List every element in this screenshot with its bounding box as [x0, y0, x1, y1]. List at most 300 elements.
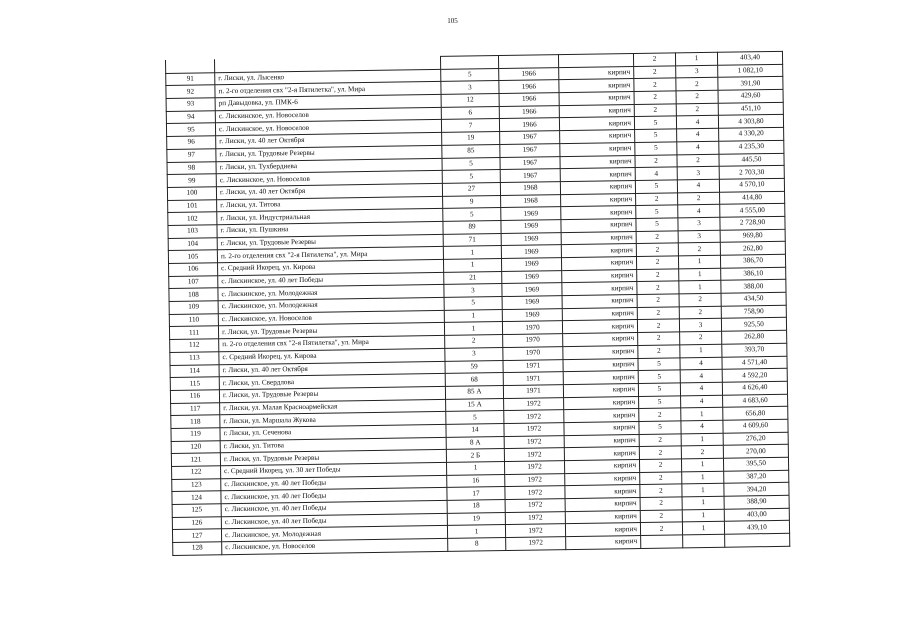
house-number-cell: 2 [445, 335, 503, 349]
year-built-cell: 1970 [503, 334, 563, 348]
area-cell: 1 082,10 [718, 64, 783, 78]
floors-cell: 5 [636, 205, 678, 218]
floors-cell: 2 [637, 269, 679, 282]
area-cell: 388,00 [721, 280, 786, 294]
entrances-cell: 1 [679, 281, 721, 294]
year-built-cell: 1972 [504, 461, 564, 475]
wall-material-cell: кирпич [559, 117, 634, 131]
row-number-cell: 106 [169, 263, 218, 276]
row-number-cell: 100 [167, 187, 216, 200]
entrances-cell: 1 [679, 268, 721, 281]
year-built-cell: 1971 [503, 385, 563, 399]
house-number-cell: 1 [447, 525, 505, 539]
address-cell: г. Лиски, ул. 40 лет Октября [219, 361, 445, 377]
area-cell: 4 555,00 [720, 204, 785, 218]
page-number: 105 [447, 17, 458, 25]
wall-material-cell: кирпич [564, 421, 639, 435]
row-number-cell: 95 [166, 123, 215, 136]
wall-material-cell: кирпич [561, 193, 636, 207]
address-cell: с. Лискинское, ул. Новоселов [216, 171, 442, 187]
house-number-cell: 5 [446, 411, 504, 425]
entrances-cell: 2 [679, 293, 721, 306]
wall-material-cell: кирпич [559, 92, 634, 106]
entrances-cell: 3 [679, 319, 721, 332]
floors-cell: 2 [635, 154, 677, 167]
floors-cell: 2 [640, 497, 682, 510]
entrances-cell: 4 [677, 141, 719, 154]
house-number-cell: 5 [442, 157, 500, 171]
row-number-cell: 94 [166, 111, 215, 124]
table-body [166, 51, 790, 555]
address-cell: с. Лискинское, ул. 40 лет Победы [218, 272, 444, 288]
area-cell: 925,50 [721, 318, 786, 332]
area-cell: 386,70 [720, 254, 785, 268]
year-built-cell: 1972 [506, 537, 566, 551]
floors-cell: 5 [638, 357, 680, 370]
wall-material-cell: кирпич [563, 371, 638, 385]
address-cell: г. Лиски, ул. Титова [220, 437, 446, 453]
entrances-cell: 2 [678, 243, 720, 256]
year-built-cell: 1972 [505, 524, 565, 538]
year-built-cell: 1967 [500, 131, 560, 145]
year-built-cell: 1966 [499, 67, 559, 81]
address-cell: с. Средний Икорец, ул. Кирова [218, 259, 444, 275]
house-number-cell: 7 [441, 119, 499, 133]
address-cell: г. Лиски, ул. 40 лет Октября [216, 183, 442, 199]
row-number-cell: 120 [171, 440, 220, 453]
entrances-cell: 2 [676, 103, 718, 116]
row-number-cell: 126 [172, 516, 221, 529]
wall-material-cell: кирпич [560, 168, 635, 182]
entrances-cell: 4 [677, 179, 719, 192]
wall-material-cell: кирпич [564, 409, 639, 423]
entrances-cell: 1 [682, 496, 724, 509]
row-number-cell: 91 [166, 72, 215, 85]
area-cell: 434,50 [721, 292, 786, 306]
year-built-cell: 1966 [499, 105, 559, 119]
area-cell: 262,80 [720, 242, 785, 256]
house-number-cell: 1 [447, 462, 505, 476]
year-built-cell [498, 55, 558, 69]
row-number-cell: 113 [170, 352, 219, 365]
floors-cell: 2 [637, 281, 679, 294]
area-cell: 758,90 [721, 305, 786, 319]
row-number-cell: 127 [172, 529, 221, 542]
address-cell: с. Лискинское, ул. Молодежная [221, 526, 447, 542]
area-cell: 395,50 [723, 457, 788, 471]
area-cell: 4 571,40 [722, 356, 787, 370]
wall-material-cell: кирпич [565, 523, 640, 537]
wall-material-cell: кирпич [564, 447, 639, 461]
house-number-cell: 1 [444, 309, 502, 323]
house-number-cell: 5 [441, 68, 499, 82]
floors-cell: 4 [635, 167, 677, 180]
entrances-cell: 1 [678, 255, 720, 268]
year-built-cell: 1971 [503, 359, 563, 373]
address-cell: с. Лискинское, ул. Новоселов [218, 310, 444, 326]
wall-material-cell: кирпич [562, 282, 637, 296]
row-number-cell: 93 [166, 98, 215, 111]
area-cell [725, 533, 790, 547]
area-cell: 386,10 [721, 267, 786, 281]
entrances-cell: 2 [676, 90, 718, 103]
house-number-cell: 27 [442, 182, 500, 196]
year-built-cell: 1968 [500, 182, 560, 196]
address-cell: с. Лискинское, ул. Новоселов [215, 120, 441, 136]
address-cell: п. 2-го отделения свх "2-я Пятилетка", ул. Мира [217, 247, 443, 263]
year-built-cell: 1969 [501, 220, 561, 234]
area-cell: 969,80 [720, 229, 785, 243]
row-number-cell: 104 [168, 237, 217, 250]
floors-cell: 2 [639, 459, 681, 472]
floors-cell: 2 [640, 522, 682, 535]
year-built-cell: 1969 [501, 232, 561, 246]
entrances-cell: 1 [682, 522, 724, 535]
wall-material-cell: кирпич [560, 155, 635, 169]
wall-material-cell: кирпич [560, 130, 635, 144]
area-cell: 4 330,20 [719, 127, 784, 141]
row-number-cell: 97 [167, 149, 216, 162]
year-built-cell: 1969 [502, 283, 562, 297]
wall-material-cell: кирпич [561, 218, 636, 232]
row-number-cell: 98 [167, 161, 216, 174]
entrances-cell: 2 [678, 192, 720, 205]
house-number-cell: 59 [445, 360, 503, 374]
row-number-cell: 116 [170, 390, 219, 403]
address-cell: г. Лиски, ул. Трудовые Резервы [217, 234, 443, 250]
wall-material-cell: кирпич [562, 320, 637, 334]
address-cell: рп Давыдовка, ул. ПМК-6 [215, 94, 441, 110]
house-number-cell: 89 [443, 220, 501, 234]
year-built-cell: 1969 [501, 258, 561, 272]
wall-material-cell: кирпич [562, 269, 637, 283]
house-number-cell: 85 [442, 144, 500, 158]
row-number-cell [166, 60, 215, 73]
area-cell: 445,50 [719, 153, 784, 167]
house-number-cell: 5 [444, 297, 502, 311]
year-built-cell: 1972 [505, 473, 565, 487]
house-number-cell: 71 [443, 233, 501, 247]
entrances-cell: 2 [676, 78, 718, 91]
address-cell: с. Лискинское, ул. Молодежная [218, 297, 444, 313]
house-number-cell: 5 [442, 170, 500, 184]
row-number-cell: 121 [171, 453, 220, 466]
floors-cell: 2 [633, 53, 675, 66]
address-cell: г. Лиски, ул. Сеченова [220, 424, 446, 440]
wall-material-cell: кирпич [565, 510, 640, 524]
address-cell: г. Лиски, ул. Лысенко [215, 69, 441, 85]
row-number-cell: 96 [167, 136, 216, 149]
house-number-cell: 8 А [446, 436, 504, 450]
year-built-cell: 1971 [503, 372, 563, 386]
wall-material-cell: кирпич [564, 434, 639, 448]
row-number-cell: 99 [167, 174, 216, 187]
area-cell: 414,80 [720, 191, 785, 205]
house-number-cell: 21 [444, 271, 502, 285]
row-number-cell: 92 [166, 85, 215, 98]
row-number-cell: 111 [169, 326, 218, 339]
row-number-cell: 119 [171, 428, 220, 441]
house-number-cell: 12 [441, 94, 499, 108]
area-cell: 4 626,40 [722, 381, 787, 395]
address-cell: с. Лискинское, ул. Новоселов [215, 107, 441, 123]
floors-cell: 2 [636, 243, 678, 256]
floors-cell: 2 [636, 192, 678, 205]
area-cell: 388,90 [724, 495, 789, 509]
area-cell: 391,90 [718, 77, 783, 91]
floors-cell: 5 [634, 116, 676, 129]
house-number-cell: 3 [445, 347, 503, 361]
entrances-cell: 3 [678, 217, 720, 230]
floors-cell: 2 [640, 484, 682, 497]
address-cell: г. Лиски, ул. 40 лет Октября [216, 133, 442, 149]
house-number-cell: 1 [443, 259, 501, 273]
entrances-cell: 4 [676, 116, 718, 129]
entrances-cell: 4 [681, 395, 723, 408]
house-number-cell: 5 [443, 208, 501, 222]
address-cell: п. 2-го отделения свх "2-я Пятилетка", ул. Мира [219, 336, 445, 352]
entrances-cell: 1 [675, 52, 717, 65]
house-number-cell: 19 [447, 512, 505, 526]
wall-material-cell: кирпич [563, 383, 638, 397]
address-cell: с. Лискинское, ул. 40 лет Победы [221, 500, 447, 516]
row-number-cell: 125 [172, 504, 221, 517]
address-cell: с. Лискинское, ул. Молодежная [218, 285, 444, 301]
area-cell: 394,20 [724, 483, 789, 497]
year-built-cell: 1972 [505, 486, 565, 500]
entrances-cell: 4 [677, 128, 719, 141]
floors-cell: 2 [634, 78, 676, 91]
row-number-cell: 107 [169, 275, 218, 288]
wall-material-cell: кирпич [561, 257, 636, 271]
address-cell: с. Средний Икорец, ул. 30 лет Победы [221, 462, 447, 478]
year-built-cell: 1972 [505, 511, 565, 525]
floors-cell: 2 [637, 294, 679, 307]
address-cell: г. Лиски, ул. Малая Красноармейская [220, 399, 446, 415]
year-built-cell: 1967 [500, 143, 560, 157]
entrances-cell: 4 [681, 420, 723, 433]
floors-cell [641, 535, 683, 548]
entrances-cell: 2 [681, 446, 723, 459]
entrances-cell [683, 534, 725, 547]
area-cell: 4 683,60 [723, 394, 788, 408]
wall-material-cell: кирпич [559, 79, 634, 93]
row-number-cell: 122 [172, 466, 221, 479]
floors-cell: 2 [639, 446, 681, 459]
entrances-cell: 1 [680, 344, 722, 357]
area-cell: 2 728,90 [720, 216, 785, 230]
area-cell: 387,20 [724, 470, 789, 484]
house-number-cell: 18 [447, 500, 505, 514]
row-number-cell: 117 [171, 402, 220, 415]
year-built-cell: 1972 [505, 499, 565, 513]
address-cell: г. Лиски, ул. Трудовые Резервы [219, 386, 445, 402]
area-cell: 451,10 [718, 102, 783, 116]
year-built-cell: 1969 [502, 308, 562, 322]
entrances-cell: 1 [681, 408, 723, 421]
area-cell: 4 592,20 [722, 368, 787, 382]
wall-material-cell: кирпич [559, 104, 634, 118]
entrances-cell: 2 [677, 154, 719, 167]
floors-cell: 2 [636, 231, 678, 244]
year-built-cell: 1969 [502, 296, 562, 310]
address-cell: г. Лиски, ул. Свердлова [219, 374, 445, 390]
row-number-cell: 102 [168, 212, 217, 225]
wall-material-cell: кирпич [561, 231, 636, 245]
area-cell: 4 609,60 [723, 419, 788, 433]
house-number-cell: 2 Б [446, 449, 504, 463]
row-number-cell: 110 [169, 313, 218, 326]
floors-cell: 2 [634, 104, 676, 117]
entrances-cell: 1 [682, 509, 724, 522]
year-built-cell: 1969 [501, 245, 561, 259]
house-number-cell: 68 [445, 373, 503, 387]
house-number-cell: 15 А [446, 398, 504, 412]
wall-material-cell: кирпич [560, 180, 635, 194]
year-built-cell: 1966 [499, 118, 559, 132]
wall-material-cell: кирпич [565, 485, 640, 499]
wall-material-cell: кирпич [565, 472, 640, 486]
address-cell: с. Средний Икорец, ул. Кирова [219, 348, 445, 364]
address-cell: п. 2-го отделения свх "2-я Пятилетка", ул. Мира [215, 82, 441, 98]
address-cell: с. Лискинское, ул. 40 лет Победы [221, 475, 447, 491]
house-number-cell: 14 [446, 423, 504, 437]
wall-material-cell: кирпич [564, 396, 639, 410]
floors-cell: 2 [637, 307, 679, 320]
floors-cell: 2 [637, 319, 679, 332]
address-cell: г. Лиски, ул. Титова [217, 196, 443, 212]
year-built-cell: 1966 [499, 80, 559, 94]
area-cell: 4 303,80 [718, 115, 783, 129]
house-number-cell: 3 [444, 284, 502, 298]
entrances-cell: 3 [677, 166, 719, 179]
address-cell: с. Лискинское, ул. 40 лет Победы [221, 513, 447, 529]
address-cell: г. Лиски, ул. Трудовые Резервы [216, 145, 442, 161]
row-number-cell: 109 [169, 301, 218, 314]
house-number-cell: 1 [443, 246, 501, 260]
wall-material-cell: кирпич [562, 295, 637, 309]
wall-material-cell [558, 54, 633, 68]
row-number-cell: 115 [170, 377, 219, 390]
entrances-cell: 4 [680, 382, 722, 395]
registry-sheet [165, 51, 789, 555]
area-cell: 439,10 [724, 521, 789, 535]
floors-cell: 2 [639, 408, 681, 421]
area-cell: 403,40 [717, 51, 782, 65]
row-number-cell: 112 [170, 339, 219, 352]
year-built-cell: 1967 [500, 169, 560, 183]
house-number-cell: 8 [448, 538, 506, 552]
entrances-cell: 3 [678, 230, 720, 243]
house-number-cell [440, 56, 498, 70]
area-cell: 2 703,30 [719, 166, 784, 180]
wall-material-cell: кирпич [563, 345, 638, 359]
row-number-cell: 124 [172, 491, 221, 504]
year-built-cell: 1972 [504, 435, 564, 449]
year-built-cell: 1967 [500, 156, 560, 170]
address-cell: г. Лиски, ул. Трудовые Резервы [218, 323, 444, 339]
house-number-cell: 1 [444, 322, 502, 336]
house-number-cell: 6 [441, 106, 499, 120]
house-number-cell: 19 [442, 132, 500, 146]
floors-cell: 5 [635, 180, 677, 193]
year-built-cell: 1970 [502, 321, 562, 335]
address-cell: г. Лиски, ул. Пушкина [217, 221, 443, 237]
year-built-cell: 1969 [502, 270, 562, 284]
floors-cell: 2 [634, 91, 676, 104]
house-number-cell: 85 А [445, 385, 503, 399]
area-cell: 262,80 [722, 330, 787, 344]
entrances-cell: 4 [680, 369, 722, 382]
year-built-cell: 1966 [499, 93, 559, 107]
wall-material-cell: кирпич [561, 244, 636, 258]
address-cell: с. Лискинское, ул. 40 лет Победы [221, 488, 447, 504]
entrances-cell: 1 [682, 484, 724, 497]
row-number-cell: 103 [168, 225, 217, 238]
address-cell: с. Лискинское, ул. Новоселов [222, 538, 448, 554]
house-number-cell: 3 [441, 81, 499, 95]
floors-cell: 5 [638, 383, 680, 396]
wall-material-cell: кирпич [563, 358, 638, 372]
house-number-cell: 9 [443, 195, 501, 209]
year-built-cell: 1972 [504, 423, 564, 437]
row-number-cell: 105 [168, 250, 217, 263]
entrances-cell: 2 [680, 331, 722, 344]
floors-cell: 5 [635, 142, 677, 155]
row-number-cell: 101 [168, 199, 217, 212]
area-cell: 403,00 [724, 508, 789, 522]
area-cell: 4 235,30 [719, 140, 784, 154]
floors-cell: 5 [636, 218, 678, 231]
entrances-cell: 4 [678, 205, 720, 218]
year-built-cell: 1972 [504, 448, 564, 462]
entrances-cell: 1 [681, 458, 723, 471]
entrances-cell: 1 [682, 471, 724, 484]
area-cell: 656,80 [723, 407, 788, 421]
row-number-cell: 108 [169, 288, 218, 301]
address-cell: г. Лиски, ул. Трудовые Резервы [220, 450, 446, 466]
floors-cell: 5 [638, 370, 680, 383]
area-cell: 4 570,10 [719, 178, 784, 192]
wall-material-cell: кирпич [561, 206, 636, 220]
floors-cell: 2 [640, 472, 682, 485]
wall-material-cell: кирпич [562, 307, 637, 321]
house-number-cell: 16 [447, 474, 505, 488]
year-built-cell: 1972 [504, 410, 564, 424]
house-number-cell: 17 [447, 487, 505, 501]
area-cell: 429,60 [718, 89, 783, 103]
area-cell: 393,70 [722, 343, 787, 357]
wall-material-cell: кирпич [564, 460, 639, 474]
row-number-cell: 118 [171, 415, 220, 428]
address-cell: г. Лиски, ул. Тухбердиева [216, 158, 442, 174]
area-cell: 276,20 [723, 432, 788, 446]
entrances-cell: 1 [681, 433, 723, 446]
wall-material-cell: кирпич [566, 536, 641, 550]
entrances-cell: 3 [676, 65, 718, 78]
year-built-cell: 1969 [501, 207, 561, 221]
address-cell: г. Лиски, ул. Индустриальная [217, 209, 443, 225]
wall-material-cell: кирпич [560, 142, 635, 156]
floors-cell: 2 [640, 510, 682, 523]
row-number-cell: 114 [170, 364, 219, 377]
floors-cell: 2 [638, 332, 680, 345]
year-built-cell: 1968 [501, 194, 561, 208]
row-number-cell: 123 [172, 478, 221, 491]
address-cell: г. Лиски, ул. Маршала Жукова [220, 412, 446, 428]
floors-cell: 2 [638, 345, 680, 358]
entrances-cell: 4 [680, 357, 722, 370]
